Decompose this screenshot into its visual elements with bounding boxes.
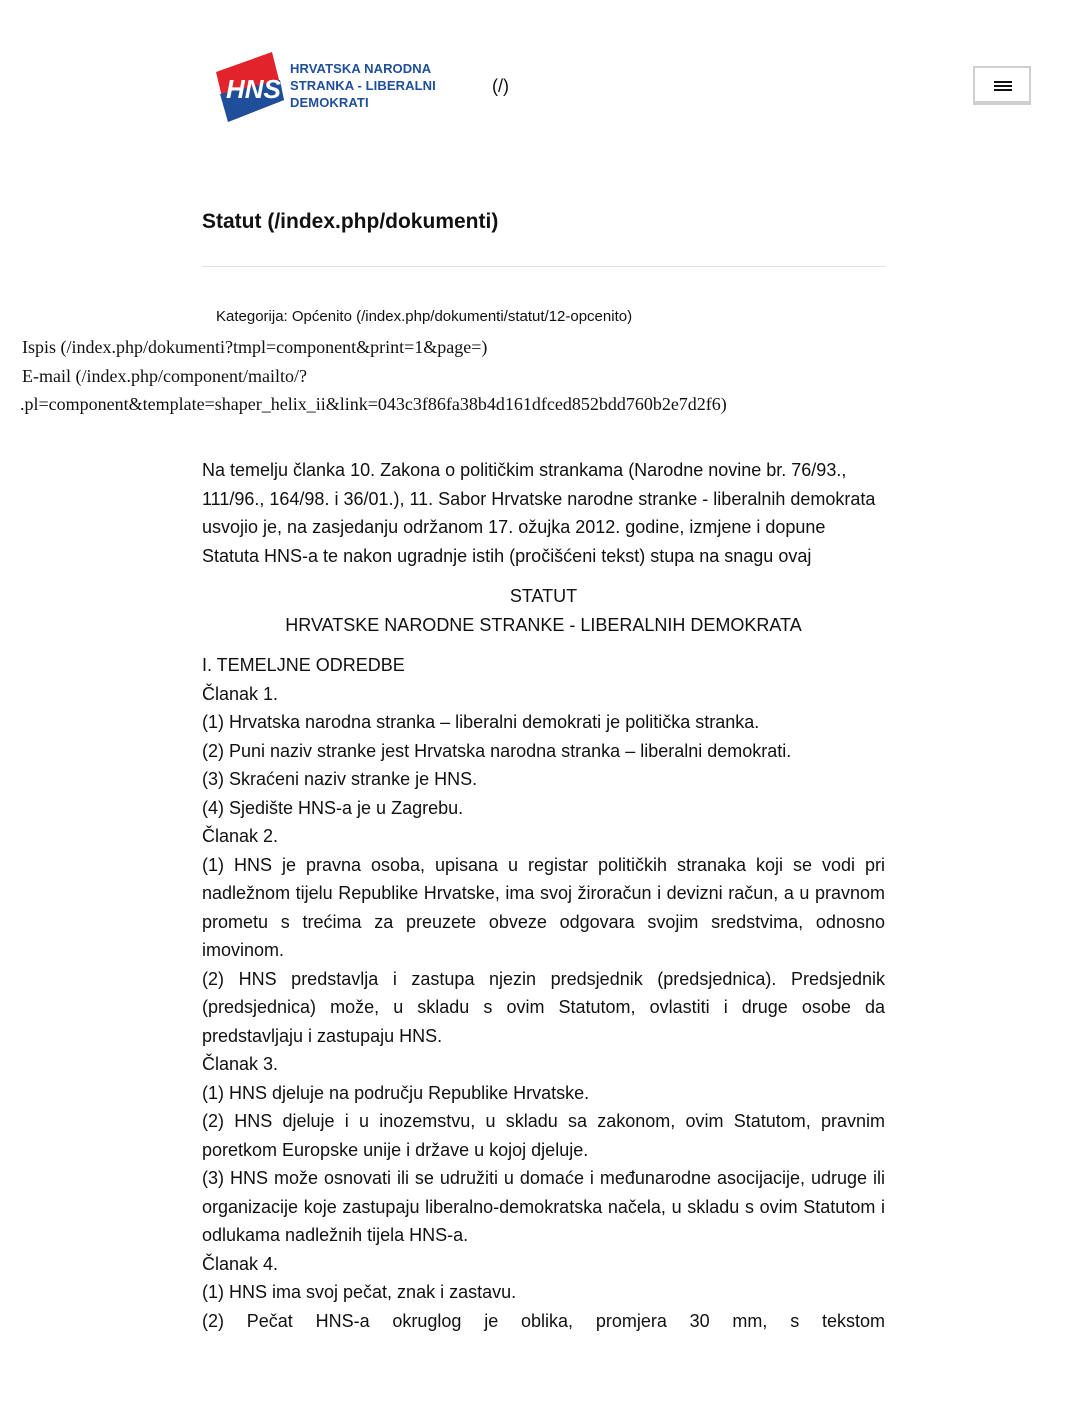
print-link[interactable]: Ispis (/index.php/dokumenti?tmpl=component&print=1&page=) xyxy=(22,337,488,357)
logo-mark-text: HNS xyxy=(226,74,281,104)
article-1-para-4: (4) Sjedište HNS-a je u Zagrebu. xyxy=(202,797,464,818)
article-1-para-2: (2) Puni naziv stranke jest Hrvatska narodna stranka – liberalni demokrati. xyxy=(202,740,792,761)
article-1-para-1: (1) Hrvatska narodna stranka – liberalni demokrati je politička stranka. xyxy=(202,712,760,732)
menu-toggle-button[interactable] xyxy=(973,66,1031,105)
article-2-heading: Članak 2. xyxy=(202,826,279,846)
article-2-para-1: (1) HNS je pravna osoba, upisana u registar političkih stranaka koji se vodi pri nadležnom tijelu Republike Hrvatske, ima svoj žiroračun i devizni račun, a u pravnom prometu s trećima za preuzete obveze odgovara svojim sredstvima, odnosno imovinom. xyxy=(202,854,885,960)
article-4-para-2: (2) Pečat HNS-a okruglog je oblika, promjera 30 mm, s tekstom xyxy=(202,1310,885,1331)
hns-logo-icon xyxy=(210,50,290,125)
intro-paragraph: Na temelju članka 10. Zakona o političkim strankama (Narodne novine br. 76/93., 111/96., 164/98. i 36/01.), 11. Sabor Hrvatske narodne stranke - liberalnih demokrata usvojio je, na zasjedanju održanom 17. ožujka 2012. godine, izmjene i dopune Statuta HNS-a te nakon ugradnje istih (pročišćeni tekst) stupa na snagu ovaj xyxy=(202,460,876,566)
category-link[interactable]: Kategorija: Općenito (/index.php/dokumenti/statut/12-opcenito) xyxy=(216,308,633,325)
article-3-para-1: (1) HNS djeluje na području Republike Hrvatske. xyxy=(202,1082,590,1103)
logo-line-1: HRVATSKA NARODNA xyxy=(290,61,432,76)
logo-line-2: STRANKA - LIBERALNI xyxy=(290,78,436,93)
article-body xyxy=(202,456,885,1335)
heading-statut: STATUT xyxy=(509,586,578,606)
email-link-continued[interactable]: .pl=component&template=shaper_helix_ii&link=043c3f86fa38b4d161dfced852bdd760b2e7d2f6) xyxy=(20,394,727,414)
section-heading: I. TEMELJNE ODREDBE xyxy=(202,655,405,675)
heading-party: HRVATSKE NARODNE STRANKE - LIBERALNIH DEMOKRATA xyxy=(285,614,802,635)
article-3-heading: Članak 3. xyxy=(202,1054,279,1074)
article-2-para-2: (2) HNS predstavlja i zastupa njezin predsjednik (predsjednica). Predsjednik (predsjednica) može, u skladu s ovim Statutom, ovlastiti i druge osobe da predstavljaju i zastupaju HNS. xyxy=(202,968,885,1046)
page-title[interactable]: Statut (/index.php/dokumenti) xyxy=(202,210,499,233)
article-1-heading: Članak 1. xyxy=(202,683,279,704)
title-divider xyxy=(202,266,885,267)
article-3-para-3: (3) HNS može osnovati ili se udružiti u domaće i međunarodne asocijacije, udruge ili organizacije koje zastupaju liberalno-demokratska načela, u skladu s ovim Statutom i odlukama nadležnih tijela HNS-a. xyxy=(202,1168,885,1245)
article-4-heading: Članak 4. xyxy=(202,1253,279,1274)
article-1-para-3: (3) Skraćeni naziv stranke je HNS. xyxy=(202,769,478,789)
party-logo[interactable] xyxy=(210,50,450,125)
home-link[interactable]: (/) xyxy=(492,76,509,96)
logo-wordmark xyxy=(290,60,460,111)
hamburger-icon xyxy=(994,81,1012,92)
logo-line-3: DEMOKRATI xyxy=(290,95,369,110)
article-3-para-2: (2) HNS djeluje i u inozemstvu, u skladu sa zakonom, ovim Statutom, pravnim poretkom Europske unije i države u kojoj djeluje. xyxy=(202,1111,885,1160)
statute-heading xyxy=(202,582,885,639)
email-link[interactable]: E-mail (/index.php/component/mailto/? xyxy=(22,366,307,386)
article-4-para-1: (1) HNS ima svoj pečat, znak i zastavu. xyxy=(202,1282,517,1302)
